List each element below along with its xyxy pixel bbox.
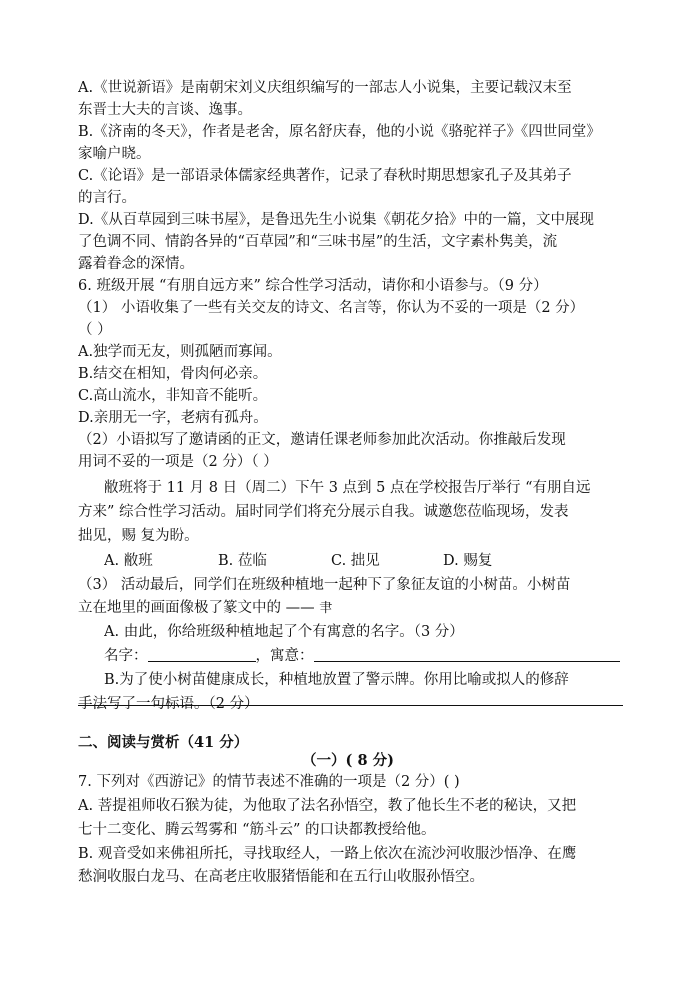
question-6-3-line2 — [78, 597, 638, 620]
q7-option-a-line1: A. 菩提祖师收石猴为徒，为他取了法名孙悟空，教了他长生不老的秘诀，又把 — [78, 798, 577, 814]
question-6-3-b-line2: 手法写了一句标语。（2 分） — [78, 696, 259, 712]
section-2-title: 二、阅读与赏析（41 分） — [78, 734, 249, 751]
q6-2-option-d: D. 赐复 — [443, 553, 493, 569]
meaning-label: ，寓意： — [255, 648, 314, 664]
q7-option-b-line2: 愁涧收服白龙马、在高老庄收服猪悟能和在五行山收服孙悟空。 — [78, 869, 484, 885]
option-c-line2: 的言行。 — [78, 190, 136, 206]
q6-1-option-c: C.高山流水，非知音不能听。 — [78, 388, 268, 404]
option-d-line2: 了色调不同、情韵各异的“百草园”和“三味书屋”的生活，文字素朴隽美，流 — [78, 234, 558, 250]
q6-2-option-a: A. 敝班 — [104, 553, 153, 569]
question-6-1-answer-blank[interactable]: （ ） — [78, 322, 112, 338]
q6-2-option-b: B. 莅临 — [218, 553, 267, 569]
question-6: 6. 班级开展 “有朋自远方来” 综合性学习活动，请你和小语参与。（9 分） — [78, 278, 548, 294]
q6-1-option-a: A.独学而无友，则孤陋而寡闻。 — [78, 344, 282, 360]
question-6-3-b-line1: B.为了使小树苗健康成长，种植地放置了警示牌。你用比喻或拟人的修辞 — [104, 672, 569, 688]
q6-1-option-d: D.亲朋无一字，老病有孤舟。 — [78, 410, 268, 426]
subsection-1-title: （一）( 8 分) — [302, 752, 394, 769]
q7-option-a-line2: 七十二变化、腾云驾雾和 “筋斗云” 的口诀都教授给他。 — [78, 822, 436, 838]
option-d-line3: 露着眷念的深情。 — [78, 256, 194, 272]
question-6-2: （2）小语拟写了邀请函的正文，邀请任课老师参加此次活动。你推敲后发现 — [78, 432, 566, 448]
seal-character-icon: 𦘒 — [319, 601, 333, 616]
question-6-3-a: A. 由此，你给班级种植地起了个有寓意的名字。（3 分） — [104, 624, 464, 640]
answer-line[interactable] — [78, 705, 623, 706]
name-meaning-row — [104, 645, 644, 668]
question-6-3-text: 立在地里的画面像极了篆文中的 —— — [78, 600, 315, 616]
option-a-line1: A.《世说新语》是南朝宋刘义庆组织编写的一部志人小说集，主要记载汉末至 — [78, 80, 572, 96]
question-6-2-answer-blank[interactable]: 用词不妥的一项是（2 分）（ ） — [78, 454, 278, 470]
invitation-line2: 方来” 综合性学习活动。届时同学们将充分展示自我。诚邀您莅临现场，发表 — [78, 504, 569, 520]
invitation-line3: 拙见，赐 复为盼。 — [78, 528, 199, 544]
invitation-line1: 敝班将于 11 月 8 日（周二）下午 3 点到 5 点在学校报告厅举行 “有朋自远 — [104, 480, 591, 496]
name-label: 名字： — [104, 648, 148, 664]
question-7: 7. 下列对《西游记》的情节表述不准确的一项是（2 分）( ) — [78, 774, 460, 790]
option-a-line2: 东晋士大夫的言谈、逸事。 — [78, 102, 252, 118]
option-c-line1: C.《论语》是一部语录体儒家经典著作，记录了春秋时期思想家孔子及其弟子 — [78, 168, 572, 184]
question-6-1: （1） 小语收集了一些有关交友的诗文、名言等，你认为不妥的一项是（2 分） — [78, 300, 585, 316]
meaning-input-blank[interactable] — [314, 645, 620, 662]
option-d-line1: D.《从百草园到三味书屋》，是鲁迅先生小说集《朝花夕拾》中的一篇，文中展现 — [78, 212, 594, 228]
name-input-blank[interactable] — [148, 645, 256, 662]
option-b-line1: B.《济南的冬天》，作者是老舍，原名舒庆春，他的小说《骆驼祥子》《四世同堂》 — [78, 124, 601, 140]
q6-1-option-b: B.结交在相知，骨肉何必亲。 — [78, 366, 268, 382]
question-6-3-line1: （3） 活动最后，同学们在班级种植地一起种下了象征友谊的小树苗。小树苗 — [78, 577, 571, 593]
q6-2-option-c: C. 拙见 — [331, 553, 380, 569]
q7-option-b-line1: B. 观音受如来佛祖所托，寻找取经人，一路上依次在流沙河收服沙悟净、在鹰 — [78, 846, 577, 862]
option-b-line2: 家喻户晓。 — [78, 146, 151, 162]
